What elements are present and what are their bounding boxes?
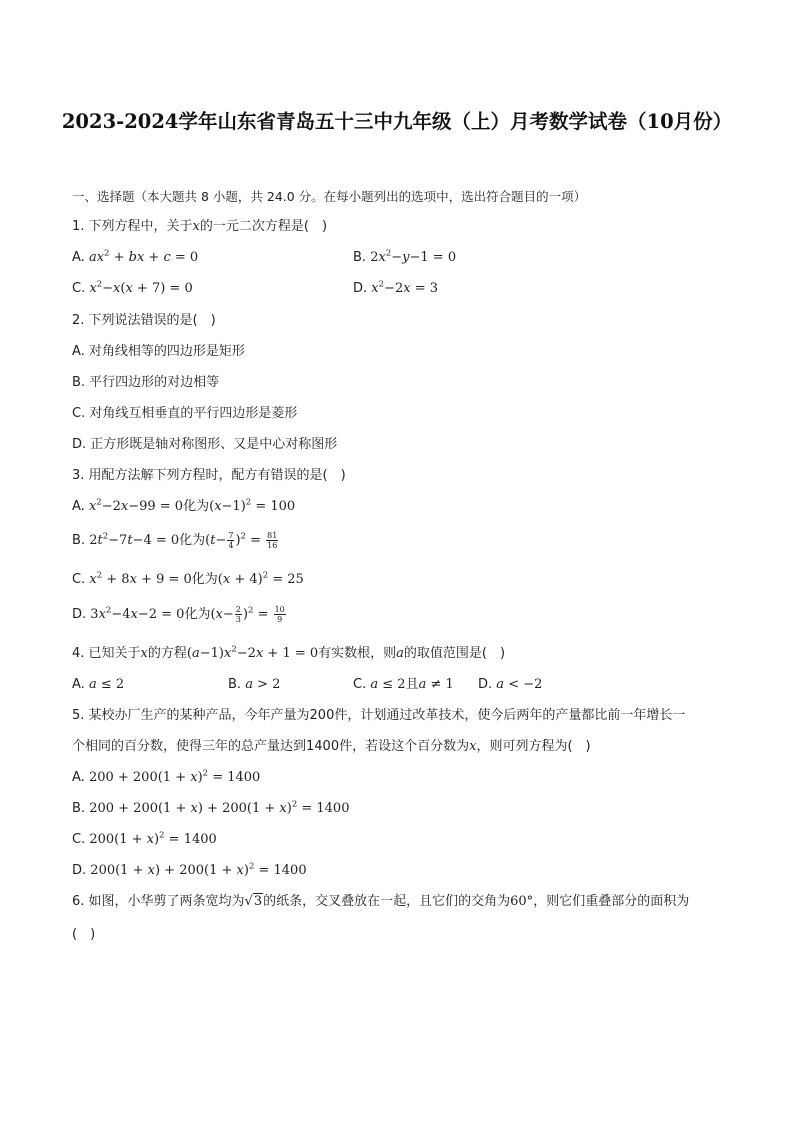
question-1-option-b: B. $2x^2-y-1 = 0$ (353, 248, 457, 265)
question-5-option-a: A. $200 + 200(1 + x)^2 = 1400$ (72, 768, 261, 785)
question-3-option-c: C. $x^2 + 8x + 9 = 0$化为$(x + 4)^2 = 25$ (72, 570, 304, 587)
question-2-option-b: B. 平行四边形的对边相等 (72, 375, 220, 390)
question-5-stem-line-2: 个相同的百分数，使得三年的总产量达到1400件，若设这个百分数为x，则可列方程为( ) (72, 739, 591, 754)
question-3-option-d: D. $3x^2-4x-2 = 0$化为(x− $\frac{2}{3}$ )$^2$ = $\frac{10}{9}$ (72, 605, 285, 624)
question-2-option-c: C. 对角线互相垂直的平行四边形是菱形 (72, 406, 298, 421)
question-6-stem-line-1: 6. 如图，小华剪了两条宽均为√3的纸条，交叉叠放在一起，且它们的交角为60°，则它们重叠部分的面积为 (72, 894, 690, 909)
question-4-stem: 4. 已知关于x的方程$(a-1)x^2-2x + 1 = 0$有实数根，则a的取值范围是( ) (72, 644, 506, 661)
question-6-stem-line-2: ( ) (72, 927, 96, 942)
question-4-option-d: D. a < −2 (478, 677, 543, 692)
question-2-option-d: D. 正方形既是轴对称图形、又是中心对称图形 (72, 437, 338, 452)
question-3-option-b: B. $2t^2-7t-4 = 0$化为(t− $\frac{7}{4}$ )$^2$ = $\frac{81}{16}$ (72, 531, 278, 550)
question-4-option-c: C. a ≤ 2且a ≠ 1 (353, 677, 454, 692)
question-5-option-b: B. $200 + 200(1 + x) + 200(1 + x)^2 = 1400$ (72, 799, 350, 816)
question-5-stem-line-1: 5. 某校办厂生产的某种产品，今年产量为200件，计划通过改革技术，使今后两年的产量都比前一年增长一 (72, 708, 686, 723)
question-2-option-a: A. 对角线相等的四边形是矩形 (72, 344, 245, 359)
section-heading: 一、选择题（本大题共 8 小题，共 24.0 分。在每小题列出的选项中，选出符合题目的一项） (72, 189, 587, 204)
question-1-option-c: C. $x^2-x(x + 7) = 0$ (72, 279, 193, 296)
question-4-option-b: B. a > 2 (228, 677, 281, 692)
question-4-option-a: A. a ≤ 2 (72, 677, 125, 692)
sqrt-3: √3 (244, 894, 263, 909)
exam-title: 2023-2024学年山东省青岛五十三中九年级（上）月考数学试卷（10月份） (61, 110, 733, 133)
question-1-option-d: D. $x^2-2x = 3$ (353, 279, 439, 296)
question-1-option-a: A. $ax^2$ + bx + c = 0 (72, 248, 199, 265)
question-3-stem: 3. 用配方法解下列方程时，配方有错误的是( ) (72, 468, 346, 483)
question-5-option-c: C. $200(1 + x)^2 = 1400$ (72, 830, 217, 847)
question-5-option-d: D. $200(1 + x) + 200(1 + x)^2 = 1400$ (72, 861, 307, 878)
question-3-option-a: A. $x^2-2x-99 = 0$化为$(x-1)^2 = 100$ (72, 497, 296, 514)
question-1-stem: 1. 下列方程中，关于x的一元二次方程是( ) (72, 219, 328, 234)
question-2-stem: 2. 下列说法错误的是( ) (72, 313, 216, 328)
